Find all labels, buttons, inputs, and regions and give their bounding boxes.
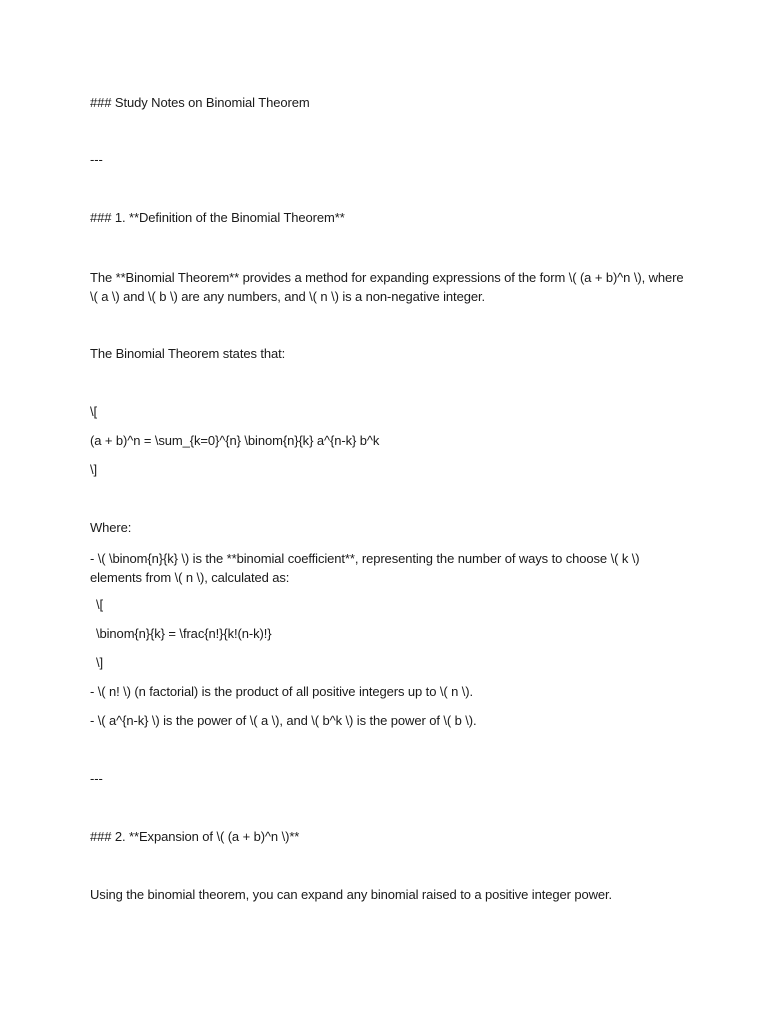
horizontal-rule-1: --- <box>90 152 103 167</box>
sub-math-close-delimiter: \] <box>96 655 104 670</box>
bullet-factorial: - \( n! \) (n factorial) is the product of all positive integers up to \( n \). <box>90 684 473 699</box>
math-close-delimiter: \] <box>90 462 98 477</box>
expansion-paragraph: Using the binomial theorem, you can expand any binomial raised to a positive integer power. <box>90 887 613 902</box>
where-label: Where: <box>90 520 132 535</box>
coefficient-formula: \binom{n}{k} = \frac{n!}{k!(n-k)!} <box>96 626 272 641</box>
theorem-intro: The Binomial Theorem states that: <box>90 346 286 361</box>
section-2-heading: ### 2. **Expansion of \( (a + b)^n \)** <box>90 829 300 844</box>
bullet-binomial-coefficient: - \( \binom{n}{k} \) is the **binomial coefficient**, representing the number of ways to choose \( k \) elements from \( n \), calculated as: <box>90 551 640 585</box>
section-1-heading: ### 1. **Definition of the Binomial Theorem** <box>90 210 345 225</box>
definition-paragraph: The **Binomial Theorem** provides a method for expanding expressions of the form \( (a + b)^n \), where \( a \) and \( b \) are any numbers, and \( n \) is a non-negative integer. <box>90 270 684 304</box>
math-open-delimiter: \[ <box>90 404 98 419</box>
bullet-powers: - \( a^{n-k} \) is the power of \( a \), and \( b^k \) is the power of \( b \). <box>90 713 477 728</box>
document-title: ### Study Notes on Binomial Theorem <box>90 95 310 110</box>
horizontal-rule-2: --- <box>90 771 103 786</box>
binomial-formula: (a + b)^n = \sum_{k=0}^{n} \binom{n}{k} a^{n-k} b^k <box>90 433 380 448</box>
sub-math-open-delimiter: \[ <box>96 597 104 612</box>
